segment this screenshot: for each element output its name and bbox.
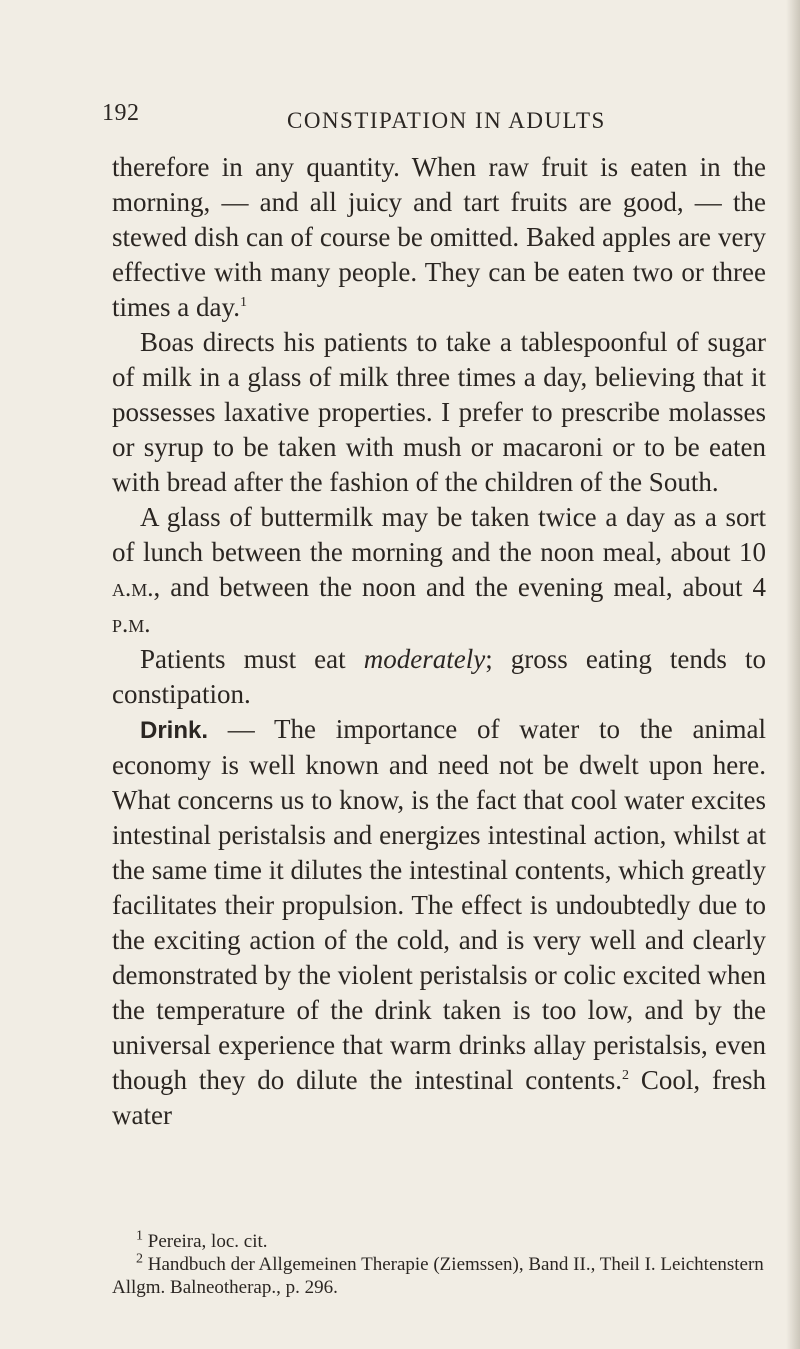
emphasis-moderately: moderately bbox=[363, 644, 486, 674]
footnote-ref-2: 2 bbox=[622, 1068, 629, 1083]
paragraph-fruit: therefore in any quantity. When raw fruit is eaten in the morning, — and all juicy and tart fruits are good, — the stewed dish can of course be omitted. Baked apples are very effective with many people. They can be eaten two or three times a day.$^1$ bbox=[112, 152, 766, 322]
paragraph-drink: Drink. — The importance of water to the animal economy is well known and need not be dwelt upon here. What concerns us to know, is the fact that cool water excites intestinal peristalsis and energizes intestinal action, whilst at the same time it dilutes the intestinal contents, which greatly facilitates their propulsion. The effect is undoubtedly due to the exciting action of the cold, and is very well and clearly demonstrated by the violent peristalsis or colic excited when the temperature of the drink taken is too low, and by the universal experience that warm drinks allay peristalsis, even though they do dilute the intestinal contents.$^2$ Cool, fresh water bbox=[112, 714, 767, 1130]
footnote-ref-1: 1 bbox=[239, 295, 247, 310]
footnote-2: $^2$ Handbuch der Allgemeinen Therapie (Ziemssen), Band II., Theil I. Leichtenstern Allgm. Balneotherap., p. 296. bbox=[112, 1251, 764, 1298]
footnotes bbox=[112, 1230, 772, 1299]
body-text bbox=[112, 150, 766, 1133]
paragraph-moderately: Patients must eat moderately; gross eating tends to constipation. bbox=[112, 644, 766, 709]
page-header bbox=[102, 100, 702, 140]
section-heading-drink: Drink. bbox=[140, 717, 209, 744]
page-number: 192 bbox=[102, 100, 140, 126]
footnote-1: $^1$ Pereira, loc. cit. bbox=[136, 1228, 268, 1252]
paragraph-buttermilk: A glass of buttermilk may be taken twice a day as a sort of lunch between the morning and the noon meal, about 10 a.m., and between the noon and the evening meal, about 4 p.m. bbox=[112, 502, 766, 638]
paragraph-boas: Boas directs his patients to take a tablespoonful of sugar of milk in a glass of milk three times a day, believing that it possesses laxative properties. I prefer to prescribe molasses or syrup to be taken with mush or macaroni or to be eaten with bread after the fashion of the children of the South. bbox=[112, 327, 766, 497]
running-head: CONSTIPATION IN ADULTS bbox=[287, 108, 606, 133]
page-edge-shadow bbox=[786, 0, 800, 1349]
